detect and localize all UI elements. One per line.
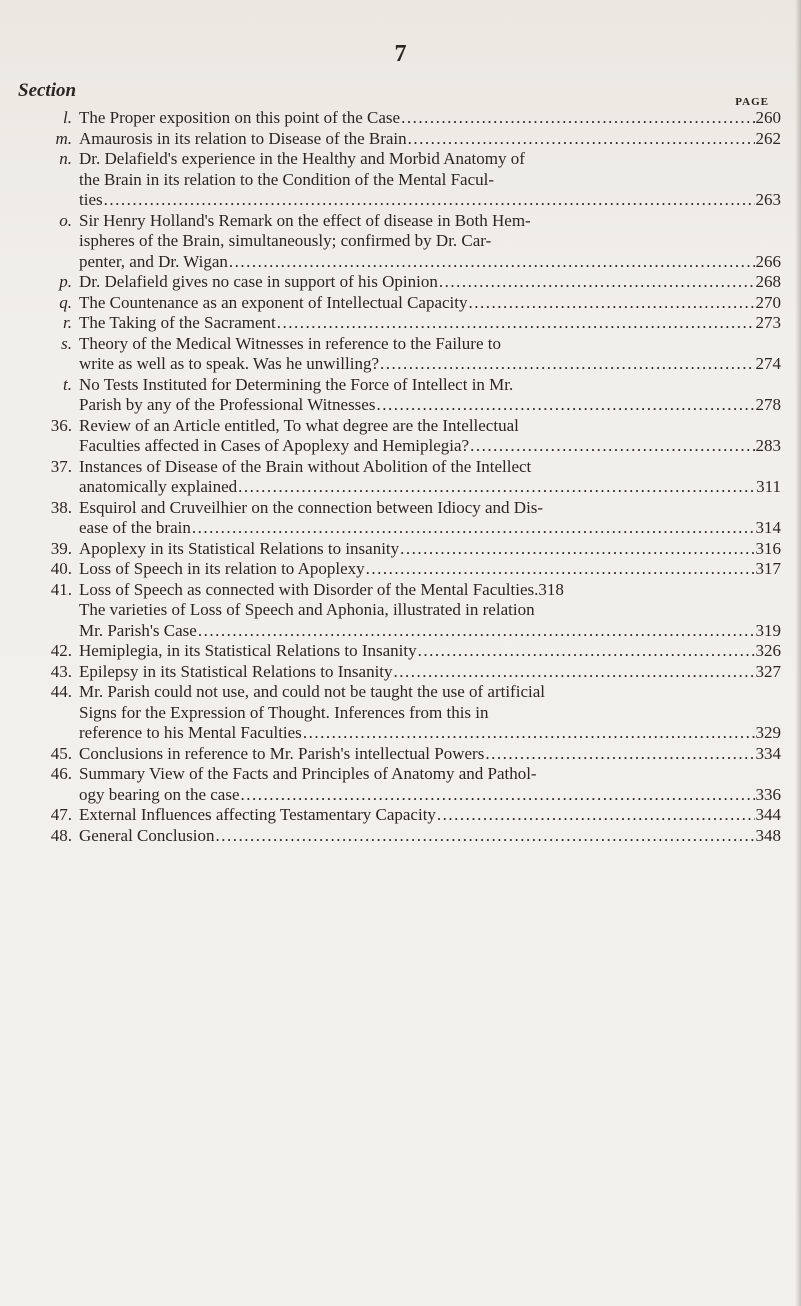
entry-title-line: Esquirol and Cruveilhier on the connection between Idiocy and Dis- [79, 497, 544, 517]
entry-title: Faculties affected in Cases of Apoplexy and Hemiplegia? [79, 436, 470, 455]
leader-dots [437, 805, 755, 826]
entry-marker: t. [63, 374, 72, 394]
toc-entry [0, 764, 801, 805]
entry-marker: 42. [50, 641, 72, 660]
leader-dots [277, 313, 755, 334]
entry-marker: 47. [50, 805, 72, 824]
leader-dots [401, 108, 754, 129]
toc-entry [0, 108, 801, 129]
toc-entry [0, 149, 801, 211]
toc-entry [0, 805, 801, 826]
entry-page: 319 [755, 620, 781, 640]
toc-entry [0, 293, 801, 314]
entry-page: 262 [755, 128, 781, 148]
toc-entry [0, 313, 801, 334]
toc-entry [0, 375, 801, 416]
entry-page: 326 [755, 641, 781, 660]
leader-dots [303, 723, 755, 744]
toc-entry [0, 539, 801, 560]
entry-marker: 38. [50, 497, 72, 517]
entry-title: General Conclusion [79, 825, 215, 845]
entry-page: 348 [755, 825, 781, 845]
entry-marker: 46. [50, 764, 72, 783]
entry-title: Mr. Parish's Case [79, 620, 197, 640]
toc-entry [0, 826, 801, 847]
entry-page: 260 [755, 108, 781, 127]
leader-dots [394, 662, 755, 683]
entry-marker: m. [55, 128, 72, 148]
entry-page: 266 [755, 251, 781, 271]
leader-dots [380, 354, 755, 375]
leader-dots [470, 436, 754, 457]
entry-title: anatomically explained [79, 477, 238, 496]
toc-entry [0, 559, 801, 580]
leader-dots [104, 190, 755, 211]
entry-title: The Countenance as an exponent of Intellectual Capacity [79, 292, 468, 312]
toc-entry [0, 498, 801, 539]
leader-dots [241, 785, 755, 806]
entry-marker: o. [59, 210, 72, 230]
toc-entry [0, 272, 801, 293]
entry-title: Apoplexy in its Statistical Relations to insanity [79, 538, 400, 558]
table-of-contents [0, 108, 801, 846]
entry-title-line: The varieties of Loss of Speech and Aphonia, illustrated in relation [79, 600, 535, 619]
toc-entry [0, 662, 801, 683]
entry-title-line: No Tests Instituted for Determining the Force of Intellect in Mr. [79, 374, 514, 394]
leader-dots [238, 477, 755, 498]
entry-title: Amaurosis in its relation to Disease of the Brain [79, 128, 407, 148]
toc-entry [0, 211, 801, 273]
entry-marker: l. [63, 108, 72, 127]
leader-dots [229, 252, 755, 273]
entry-title: ties [79, 190, 103, 209]
entry-marker: q. [59, 292, 72, 312]
entry-title: External Influences affecting Testamentary Capacity [79, 805, 436, 824]
entry-page: 270 [755, 292, 781, 312]
entry-title: Epilepsy in its Statistical Relations to Insanity [79, 661, 393, 681]
entry-page: 344 [755, 805, 781, 824]
entry-title-line: Review of an Article entitled, To what degree are the Intellectual [79, 415, 519, 435]
entry-title: Hemiplegia, in its Statistical Relations to Insanity [79, 641, 417, 660]
leader-dots [408, 129, 755, 150]
page-number: 7 [394, 41, 407, 67]
toc-entry [0, 334, 801, 375]
toc-entry [0, 682, 801, 744]
entry-page: 278 [755, 395, 781, 414]
entry-marker: n. [59, 149, 72, 168]
entry-title-line: Sir Henry Holland's Remark on the effect of disease in Both Hem- [79, 210, 531, 230]
entry-page: 273 [755, 313, 781, 332]
leader-dots [439, 272, 755, 293]
entry-marker: s. [61, 333, 72, 353]
entry-title-line: ispheres of the Brain, simultaneously; confirmed by Dr. Car- [79, 231, 492, 250]
entry-page: 329 [755, 723, 781, 742]
toc-entry [0, 129, 801, 150]
leader-dots [485, 744, 754, 765]
entry-title-line: the Brain in its relation to the Condition of the Mental Facul- [79, 169, 495, 189]
entry-title: ogy bearing on the case [79, 784, 240, 804]
entry-title-line: Mr. Parish could not use, and could not be taught the use of artificial [79, 682, 545, 701]
entry-title: The Proper exposition on this point of the Case [79, 108, 401, 127]
entry-title-line: Signs for the Expression of Thought. Inferences from this in [79, 702, 489, 722]
entry-marker: 39. [50, 538, 72, 558]
entry-marker: 37. [50, 456, 72, 476]
section-column-header: Section [18, 80, 77, 101]
entry-title: write as well as to speak. Was he unwilling? [79, 354, 379, 373]
toc-entry [0, 744, 801, 765]
entry-marker: 43. [50, 661, 72, 681]
entry-marker: p. [59, 272, 72, 291]
entry-title-line: Loss of Speech as connected with Disorder of the Mental Faculties.318 [79, 579, 564, 599]
entry-page: 327 [755, 661, 781, 681]
entry-page: 268 [755, 272, 781, 291]
leader-dots [469, 293, 755, 314]
entry-marker: r. [63, 313, 72, 332]
entry-title: ease of the brain [79, 518, 191, 537]
entry-page: 283 [755, 436, 781, 455]
entry-page: 311 [756, 477, 781, 496]
toc-entry [0, 416, 801, 457]
entry-page: 274 [755, 354, 781, 373]
entry-title: penter, and Dr. Wigan [79, 251, 228, 271]
leader-dots [366, 559, 755, 580]
entry-title: Parish by any of the Professional Witnesses [79, 395, 376, 414]
entry-page: 314 [755, 518, 781, 537]
toc-entry [0, 641, 801, 662]
leader-dots [418, 641, 755, 662]
entry-marker: 44. [50, 682, 72, 701]
leader-dots [376, 395, 754, 416]
entry-marker: 41. [50, 579, 72, 599]
entry-title-line: Summary View of the Facts and Principles of Anatomy and Pathol- [79, 764, 537, 783]
entry-title: reference to his Mental Faculties [79, 723, 302, 742]
toc-entry [0, 580, 801, 642]
entry-marker: 40. [50, 559, 72, 578]
entry-title-line: Dr. Delafield's experience in the Healthy and Morbid Anatomy of [79, 149, 525, 168]
entry-marker: 48. [50, 825, 72, 845]
entry-marker: 36. [50, 415, 72, 435]
leader-dots [216, 826, 755, 847]
entry-title-line: Instances of Disease of the Brain without Abolition of the Intellect [79, 456, 532, 476]
entry-title-line: Theory of the Medical Witnesses in reference to the Failure to [79, 333, 501, 353]
entry-page: 336 [755, 784, 781, 804]
leader-dots [400, 539, 754, 560]
entry-page: 316 [755, 538, 781, 558]
entry-title: The Taking of the Sacrament [79, 313, 276, 332]
entry-page: 317 [755, 559, 781, 578]
entry-page: 334 [755, 743, 781, 763]
entry-marker: 45. [50, 743, 72, 763]
entry-title: Loss of Speech in its relation to Apoplexy [79, 559, 365, 578]
entry-title: Conclusions in reference to Mr. Parish's intellectual Powers [79, 743, 485, 763]
leader-dots [192, 518, 755, 539]
entry-title: Dr. Delafield gives no case in support of his Opinion [79, 272, 438, 291]
toc-entry [0, 457, 801, 498]
entry-page: 263 [755, 190, 781, 209]
page-column-header: PAGE [735, 96, 769, 108]
leader-dots [198, 621, 755, 642]
